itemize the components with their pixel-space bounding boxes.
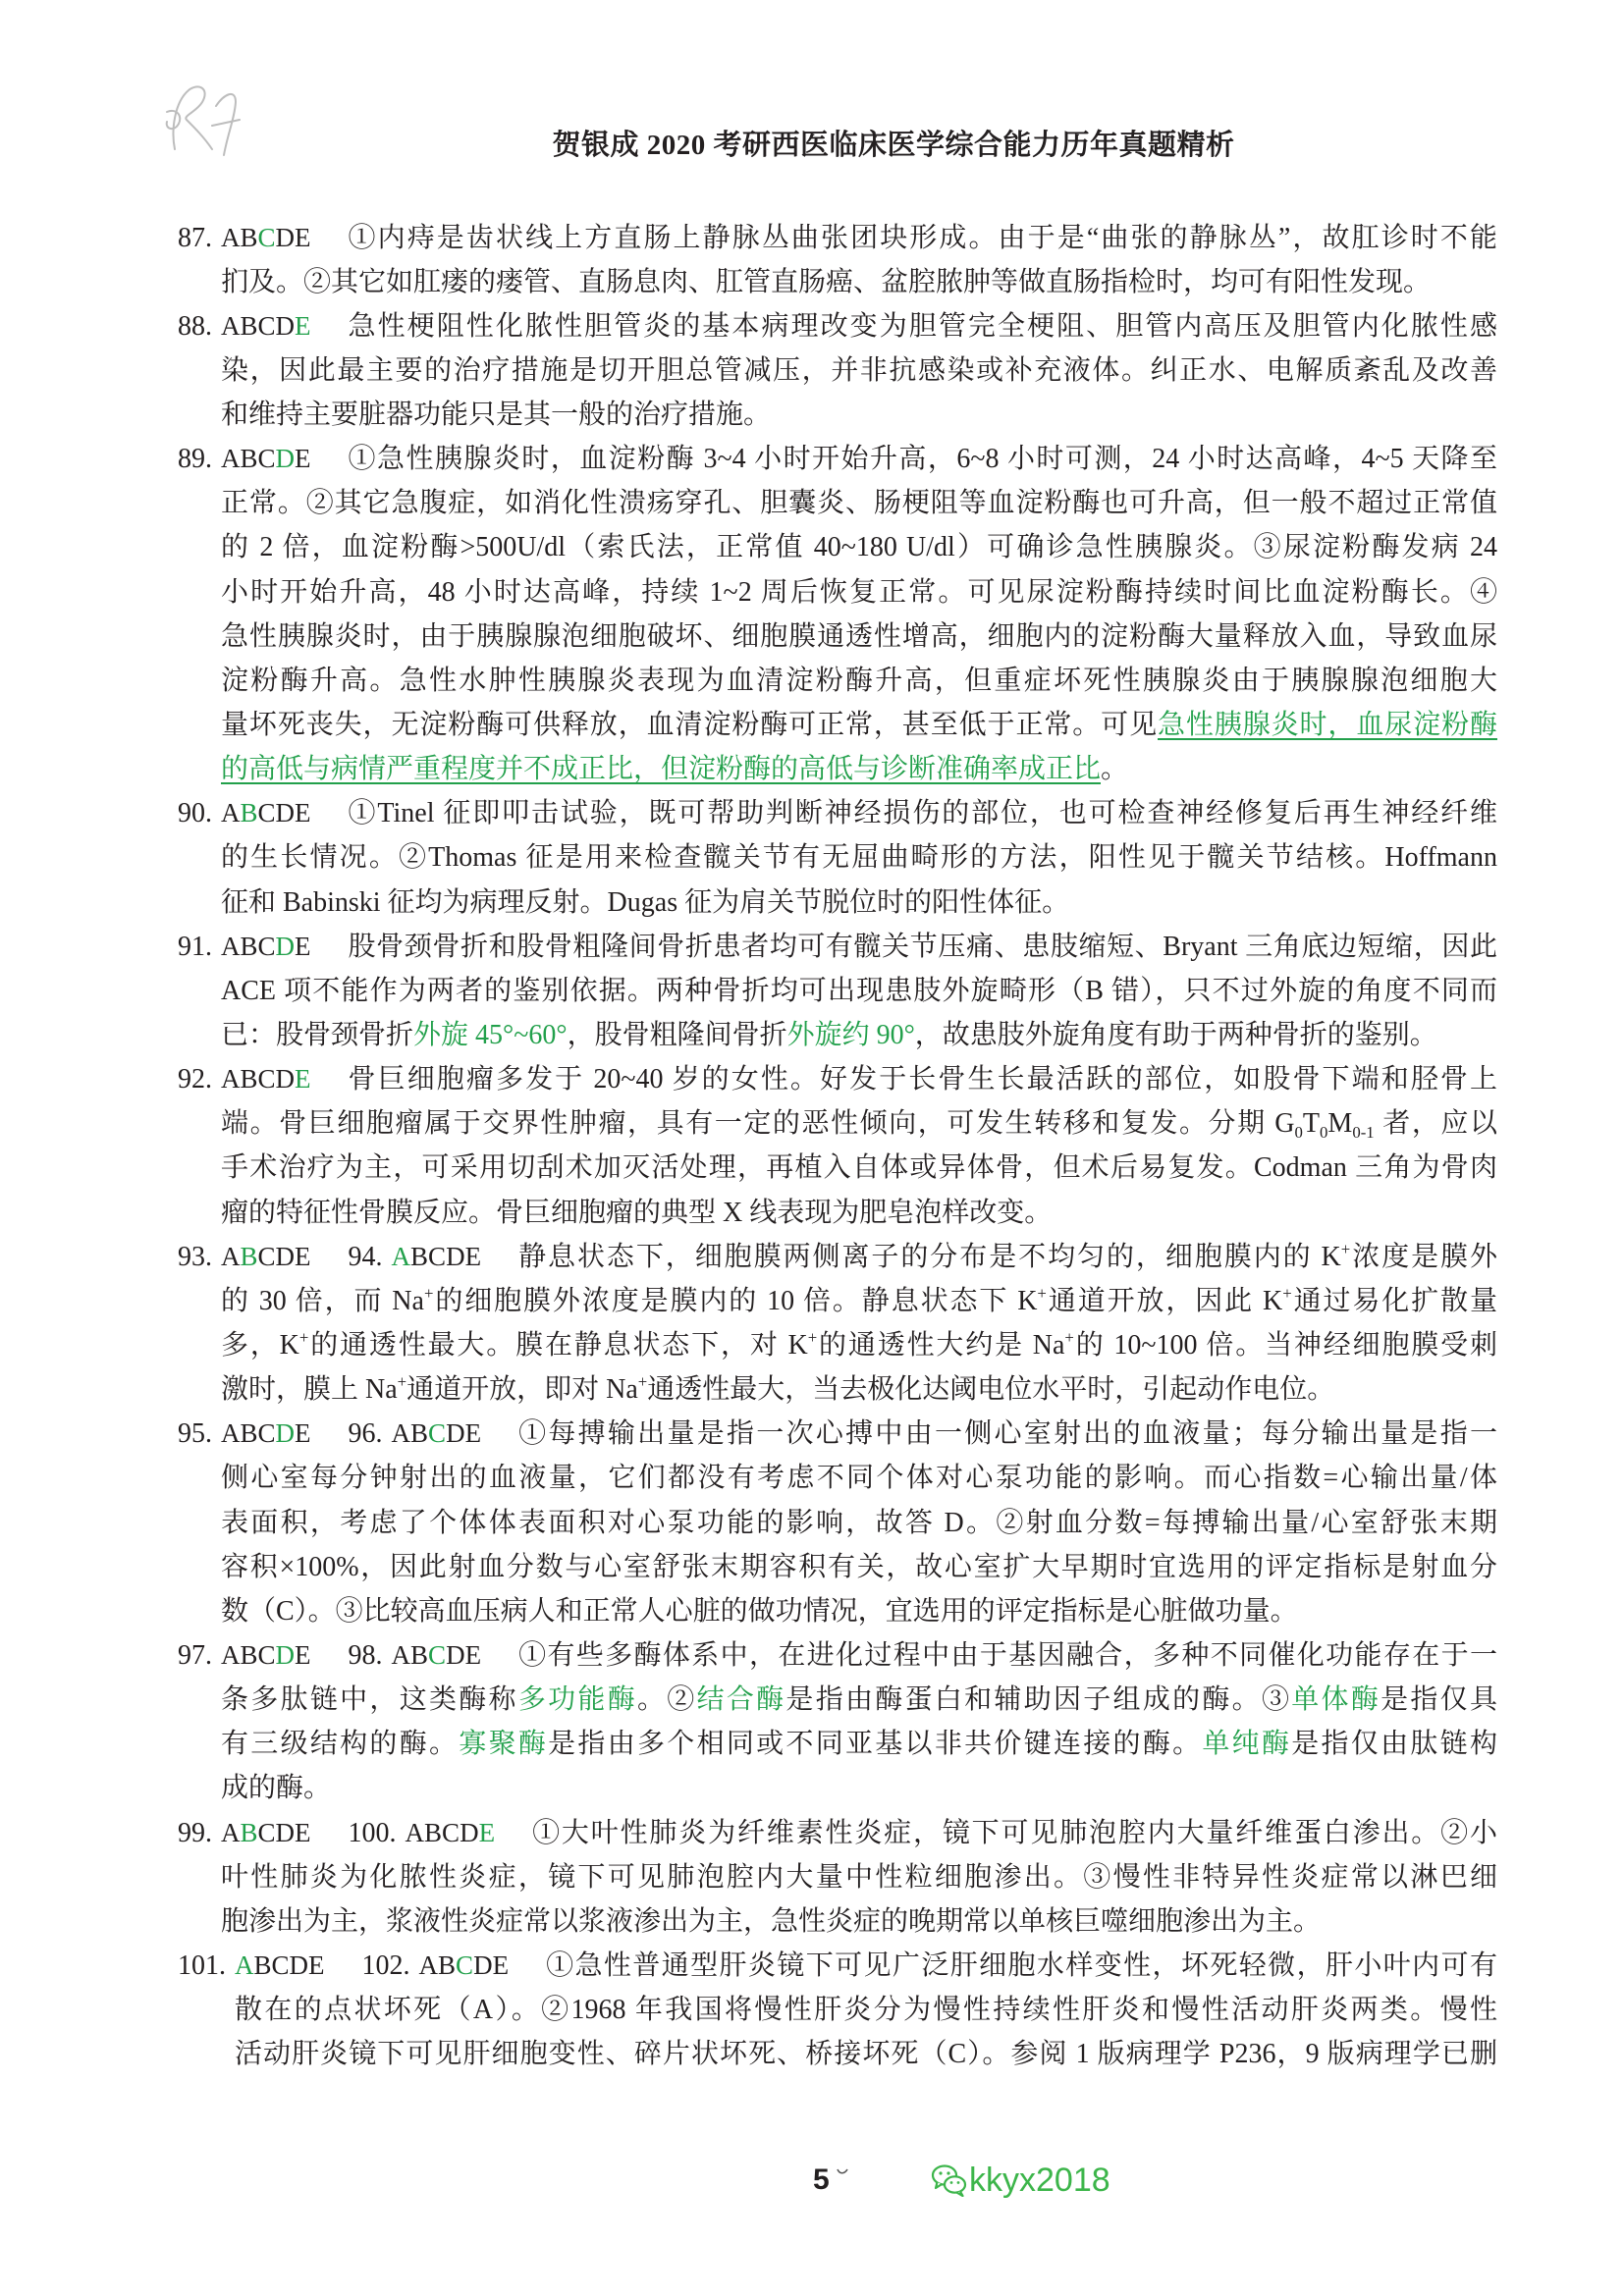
answer-item [178,925,1497,1057]
answer-option: B [410,1640,429,1670]
highlighted-text: 单体酶 [1291,1684,1381,1716]
answer-options [406,1811,496,1855]
text-line [221,1722,1497,1766]
text-segment: ①急性胰腺炎时，血淀粉酶 3~4 小时开始升高，6~8 小时可测，24 小时达高峰，4~5 天降至 [348,444,1497,475]
text-segment: 征和 Babinski 征均为病理反射。Dugas 征为肩关节脱位时的阳性体征。 [221,886,1070,918]
answer-option: D [275,798,296,828]
answer-option: A [391,1418,411,1449]
answer-option: D [275,310,296,341]
text-segment: 是指仅具 [1380,1684,1497,1716]
answer-option: E [464,1418,482,1449]
text-line [221,747,1497,791]
text-segment: 激时，膜上 Na [221,1374,398,1406]
answer-options [221,925,311,969]
text-segment: 是指仅由肽链构 [1291,1729,1497,1760]
answer-option: C [428,1241,447,1271]
text-segment: ①急性普通型肝炎镜下可见广泛肝细胞水样变性，坏死轻微，肝小叶内可有 [546,1949,1497,1981]
answer-option: C [257,1418,276,1449]
text-line [221,570,1497,614]
text-segment: 的生长情况。②Thomas 征是用来检查髋关节有无屈曲畸形的方法，阳性见于髋关节结核。Hoffmann [221,842,1497,874]
text-line [221,1811,1497,1855]
correct-answer-option: B [240,1241,258,1271]
text-segment: 急性胰腺炎时，由于胰腺腺泡细胞破坏、细胞膜通透性增高，细胞内的淀粉酶大量释放入血，导致血尿 [221,620,1497,652]
explanation-block [221,925,1497,1057]
text-segment: 和维持主要脏器功能只是其一般的治疗措施。 [221,400,772,431]
text-segment: ACE 项不能作为两者的鉴别依据。两种骨折均可出现患肢外旋畸形（B 错），只不过外旋的角度不同而 [221,975,1497,1006]
text-line [221,1146,1497,1190]
answer-item [178,1944,1497,2076]
text-line [221,1456,1497,1500]
highlighted-text: 寡聚酶 [459,1729,549,1760]
wechat-icon [931,2163,967,2197]
text-line [221,260,1497,304]
text-segment: 条多肽链中，这类酶称 [221,1684,518,1716]
question-number: 99. [178,1817,212,1848]
answer-options [221,437,311,481]
answer-option: E [308,1949,325,1980]
text-segment: 通道开放，即对 Na [406,1374,638,1406]
answer-options [392,1412,482,1456]
superscript: + [637,1372,648,1392]
answer-option: B [410,1241,429,1271]
answer-option: E [295,1418,311,1449]
text-segment: 股骨颈骨折和股骨粗隆间骨折患者均可有髋关节压痛、患肢缩短、Bryant 三角底边短缩，因此 [348,931,1497,962]
answer-item [178,791,1497,924]
answer-option: E [492,1949,510,1980]
text-segment: 扪及。②其它如肛瘘的瘘管、直肠息肉、肛管直肠癌、盆腔脓肿等做直肠指检时，均可有阳性发现。 [221,266,1432,297]
answer-option: D [275,1241,296,1271]
text-line [221,1279,1497,1323]
explanation-text [349,304,1497,348]
text-line [221,969,1497,1013]
answer-option: A [221,1241,241,1271]
text-line [221,1589,1497,1633]
answer-option: B [240,444,258,474]
text-segment: 量坏死丧失，无淀粉酶可供释放，血清淀粉酶可正常，甚至低于正常。可见 [221,710,1158,741]
superscript: + [1037,1283,1047,1303]
answer-item [178,304,1497,437]
answer-option: B [240,1640,258,1670]
question-number: 98. [348,1640,383,1671]
answer-options [392,1235,482,1279]
explanation-block [221,304,1497,437]
superscript: + [807,1328,818,1348]
text-line [221,1013,1497,1057]
answer-option: B [240,222,258,252]
text-line [221,1235,1497,1279]
text-line [221,1191,1497,1235]
answer-item [178,1633,1497,1811]
text-segment: 浓度是膜外 [1350,1241,1497,1272]
answer-item [178,1412,1497,1633]
answer-options [235,1944,325,1988]
text-segment: 胞渗出为主，浆液性炎症常以浆液渗出为主，急性炎症的晚期常以单核巨噬细胞渗出为主。 [221,1905,1322,1937]
correct-answer-option: D [275,444,296,474]
answer-item [178,216,1497,304]
text-line [221,925,1497,969]
text-line [235,1988,1497,2032]
answer-item [178,1057,1497,1235]
text-segment: 手术治疗为主，可采用切刮术加灭活处理，再植入自体或异体骨，但术后易复发。Codman 三角为骨肉 [221,1152,1497,1184]
explanation-text [349,925,1497,969]
text-segment: 表面积，考虑了个体体表面积对心泵功能的影响，故答 D。②射血分数=每搏输出量/心室舒张末期 [221,1507,1497,1538]
answer-options [221,304,311,348]
answer-options [221,1811,311,1855]
highlighted-text: 外旋 45°~60° [413,1020,568,1051]
text-line [221,1678,1497,1722]
correct-answer-option: C [456,1949,474,1980]
answer-option: C [257,798,276,828]
text-line [221,525,1497,569]
text-segment: 急性梗阻性化脓性胆管炎的基本病理改变为胆管完全梗阻、胆管内高压及胆管内化脓性感 [348,310,1497,342]
question-number: 100. [348,1817,397,1848]
answer-option: B [410,1418,429,1449]
text-line [221,1057,1497,1101]
text-segment: 有三级结构的酶。 [221,1729,460,1760]
answer-option: C [257,444,276,474]
answer-options [221,1633,311,1678]
explanation-block [235,1944,1497,2076]
question-number: 102. [361,1949,410,1981]
answer-option: E [295,1817,311,1847]
highlighted-text: 多功能酶 [517,1684,637,1716]
text-segment: 容积×100%，因此射血分数与心室舒张末期容积有关，故心室扩大早期时宜选用的评定指标是射血分 [221,1551,1497,1582]
scan-mark [837,2164,848,2174]
text-segment: 淀粉酶升高。急性水肿性胰腺炎表现为血清淀粉酶升高，但重症坏死性胰腺炎由于胰腺腺泡细胞大 [221,665,1497,696]
answer-option: C [257,310,276,341]
answer-options [392,1633,482,1678]
answer-option: D [446,1640,465,1670]
answer-option: B [240,310,258,341]
highlighted-text: 结合酶 [696,1684,786,1716]
answer-option: C [257,1640,276,1670]
text-segment: 。 [1101,754,1129,785]
wechat-id: kkyx2018 [969,2162,1110,2199]
text-segment: 通道开放，因此 K [1046,1285,1283,1316]
text-line [221,614,1497,659]
answer-option: B [240,1418,258,1449]
text-line [221,659,1497,703]
answer-option: E [295,931,311,961]
answer-options [419,1944,510,1988]
text-segment: 者，应以 [1374,1108,1497,1140]
answer-option: A [221,1817,241,1847]
text-segment: ①有些多酶体系中，在进化过程中由于基因融合，多种不同催化功能存在于一 [518,1640,1497,1671]
text-line [221,1545,1497,1589]
correct-answer-option: A [391,1241,411,1271]
text-segment: 的通透性大约是 Na [817,1330,1065,1362]
correct-answer-option: D [275,1418,296,1449]
explanation-text [518,1633,1497,1678]
correct-answer-option: B [240,798,258,828]
text-segment: 的细胞膜外浓度是膜内的 10 倍。静息状态下 K [433,1285,1038,1316]
text-segment: 散在的点状坏死（A）。②1968 年我国将慢性肝炎分为慢性持续性肝炎和慢性活动肝炎两类。慢性 [235,1995,1497,2026]
explanation-text [532,1811,1497,1855]
answer-options [221,1057,311,1101]
answer-option: A [221,444,241,474]
text-segment: ①每搏输出量是指一次心搏中由一侧心室射出的血液量；每分输出量是指一 [518,1418,1497,1450]
text-segment: 通透性最大，当去极化达阈电位水平时，引起动作电位。 [647,1374,1335,1406]
text-segment: 通过易化扩散量 [1291,1285,1497,1316]
explanation-text [349,791,1497,835]
correct-answer-option: D [275,931,296,961]
text-line [221,481,1497,525]
question-number: 93. [178,1241,212,1272]
question-number: 97. [178,1640,212,1671]
superscript: + [1064,1328,1074,1348]
page-number: 5 [813,2163,830,2196]
explanation-text [349,1057,1497,1101]
answer-option: A [405,1817,425,1847]
highlighted-underlined-text: 的高低与病情严重程度并不成正比，但淀粉酶的高低与诊断准确率成正比 [221,754,1102,785]
correct-answer-option: C [257,222,276,252]
text-line [221,1501,1497,1545]
answer-option: E [295,798,311,828]
answer-option: E [464,1640,482,1670]
text-segment: 的 10~100 倍。当神经细胞膜受刺 [1073,1330,1497,1362]
text-line [221,703,1497,747]
text-line [221,1899,1497,1944]
answer-option: B [438,1949,457,1980]
answer-option: E [295,222,311,252]
question-number: 89. [178,444,212,475]
text-line [221,1367,1497,1412]
answer-option: D [275,1064,296,1095]
subscript: 0 [1294,1123,1303,1143]
answer-option: D [275,1817,296,1847]
text-line [221,835,1497,880]
text-line [221,791,1497,835]
answer-item [178,437,1497,791]
explanation-block [221,1633,1497,1811]
text-segment: 端。骨巨细胞瘤属于交界性肿瘤，具有一定的恶性倾向，可发生转移和复发。分期 G [221,1108,1295,1140]
text-line [221,1412,1497,1456]
question-number: 88. [178,310,212,342]
text-line [221,881,1497,925]
question-number: 87. [178,222,212,253]
text-segment: 瘤的特征性骨膜反应。骨巨细胞瘤的典型 X 线表现为肥皂泡样改变。 [221,1197,1053,1228]
text-segment: 侧心室每分钟射出的血液量，它们都没有考虑不同个体对心泵功能的影响。而心指数=心输出量/体 [221,1463,1497,1494]
answer-option: C [257,1241,276,1271]
text-segment: 数（C）。③比较高血压病人和正常人心脏的做功情况，宜选用的评定指标是心脏做功量。 [221,1595,1298,1627]
text-segment: 已：股骨颈骨折 [221,1020,414,1051]
answer-option: D [275,222,296,252]
text-line [221,1323,1497,1367]
question-number: 92. [178,1064,212,1095]
answer-item [178,1235,1497,1413]
answer-option: B [253,1949,272,1980]
answer-option: E [464,1241,482,1271]
text-segment: 的 2 倍，血淀粉酶>500U/dl（索氏法，正常值 40~180 U/dl）可确诊急性胰腺炎。③尿淀粉酶发病 24 [221,532,1497,563]
text-segment: 小时开始升高，48 小时达高峰，持续 1~2 周后恢复正常。可见尿淀粉酶持续时间比血淀粉酶长。④ [221,576,1497,608]
answer-option: A [221,1418,241,1449]
answer-option: D [460,1817,479,1847]
explanation-block [221,1057,1497,1235]
explanation-block [221,216,1497,304]
answer-option: A [221,1064,241,1095]
superscript: + [1340,1239,1351,1258]
question-number: 96. [348,1418,383,1450]
answer-option: B [240,931,258,961]
correct-answer-option: C [428,1640,447,1670]
question-number: 101. [178,1949,226,1981]
highlighted-text: 单纯酶 [1202,1729,1292,1760]
correct-answer-option: E [478,1817,496,1847]
answer-option: C [257,931,276,961]
correct-answer-option: E [295,310,311,341]
correct-answer-option: B [240,1817,258,1847]
answer-option: D [446,1418,465,1449]
answer-option: D [446,1241,465,1271]
answer-option: C [257,1064,276,1095]
text-segment: 染，因此最主要的治疗措施是切开胆总管减压，并非抗感染或补充液体。纠正水、电解质紊乱及改善 [221,354,1497,386]
text-line [221,1101,1497,1146]
explanation-text [349,216,1497,260]
question-number: 91. [178,931,212,962]
subscript: 0 [1320,1123,1328,1143]
explanation-text [349,437,1497,481]
text-segment: 静息状态下，细胞膜两侧离子的分布是不均匀的，细胞膜内的 K [518,1241,1341,1272]
text-line [221,393,1497,437]
text-segment: 骨巨细胞瘤多发于 20~40 岁的女性。好发于长骨生长最活跃的部位，如股骨下端和胫骨上 [348,1064,1497,1095]
answer-option: C [271,1949,290,1980]
text-segment: ，股骨粗隆间骨折 [567,1020,787,1051]
answer-option: A [221,310,241,341]
text-segment: ①大叶性肺炎为纤维素性炎症，镜下可见肺泡腔内大量纤维蛋白渗出。②小 [532,1817,1497,1848]
explanation-text [518,1235,1497,1279]
answer-explanations [178,216,1497,2077]
correct-answer-option: E [295,1064,311,1095]
answer-option: E [295,444,311,474]
text-segment: 。② [636,1684,697,1716]
explanation-block [221,1412,1497,1633]
explanation-text [546,1944,1497,1988]
answer-option: E [295,1640,311,1670]
answer-option: A [418,1949,439,1980]
correct-answer-option: D [275,1640,296,1670]
superscript: + [397,1372,407,1392]
explanation-block [221,1235,1497,1413]
text-line [221,1766,1497,1810]
text-segment: ①Tinel 征即叩击试验，既可帮助判断神经损伤的部位，也可检查神经修复后再生神经纤维 [348,798,1497,829]
answer-option: A [221,222,241,252]
correct-answer-option: A [235,1949,254,1980]
answer-options [221,791,311,835]
text-segment: M [1327,1108,1353,1140]
correct-answer-option: C [428,1418,447,1449]
text-segment: 的通透性最大。膜在静息状态下，对 K [308,1330,808,1362]
text-segment: ①内痔是齿状线上方直肠上静脉丛曲张团块形成。由于是“曲张的静脉丛”，故肛诊时不能 [348,222,1497,253]
text-line [235,1944,1497,1988]
answer-option: B [240,1064,258,1095]
explanation-text [518,1412,1497,1456]
answer-option: D [473,1949,493,1980]
answer-option: C [442,1817,460,1847]
text-segment: 叶性肺炎为化脓性炎症，镜下可见肺泡腔内大量中性粒细胞渗出。③慢性非特异性炎症常以淋巴细 [221,1861,1497,1893]
text-line [221,348,1497,393]
text-segment: T [1302,1108,1321,1140]
text-segment: 成的酶。 [221,1773,332,1804]
question-number: 90. [178,798,212,829]
text-line [221,1855,1497,1899]
explanation-block [221,437,1497,791]
answer-option: E [295,1241,311,1271]
superscript: + [298,1328,309,1348]
text-segment: 多，K [221,1330,299,1362]
highlighted-text: 外旋约 90° [786,1020,915,1051]
subscript: 0-1 [1352,1123,1375,1143]
answer-option: D [289,1949,309,1980]
text-line [235,2032,1497,2076]
text-segment: 是指由多个相同或不同亚基以非共价键连接的酶。 [548,1729,1203,1760]
answer-option: B [424,1817,443,1847]
text-segment: ，故患肢外旋角度有助于两种骨折的鉴别。 [914,1020,1437,1051]
answer-options [221,1235,311,1279]
answer-option: A [391,1640,411,1670]
text-line [221,1633,1497,1678]
explanation-block [221,1811,1497,1944]
text-line [221,304,1497,348]
highlighted-underlined-text: 急性胰腺炎时，血尿淀粉酶 [1157,710,1497,741]
answer-option: C [257,1817,276,1847]
text-line [221,216,1497,260]
text-segment: 正常。②其它急腹症，如消化性溃疡穿孔、胆囊炎、肠梗阻等血淀粉酶也可升高，但一般不超过正常值 [221,488,1497,519]
answer-option: A [221,1640,241,1670]
text-segment: 是指由酶蛋白和辅助因子组成的酶。③ [785,1684,1292,1716]
question-number: 94. [348,1241,383,1272]
answer-option: A [221,931,241,961]
superscript: + [423,1283,434,1303]
handwritten-mark [157,73,255,167]
answer-option: A [221,798,241,828]
text-line [221,437,1497,481]
answer-item [178,1811,1497,1944]
text-segment: 活动肝炎镜下可见肝细胞变性、碎片状坏死、桥接坏死（C）。参阅 1 版病理学 P236，9 版病理学已删 [235,2039,1497,2070]
text-segment: 的 30 倍，而 Na [221,1285,424,1316]
explanation-block [221,791,1497,924]
superscript: + [1282,1283,1292,1303]
answer-options [221,1412,311,1456]
answer-options [221,216,311,260]
page-header: 贺银成 2020 考研西医临床医学综合能力历年真题精析 [552,130,1235,161]
question-number: 95. [178,1418,212,1450]
